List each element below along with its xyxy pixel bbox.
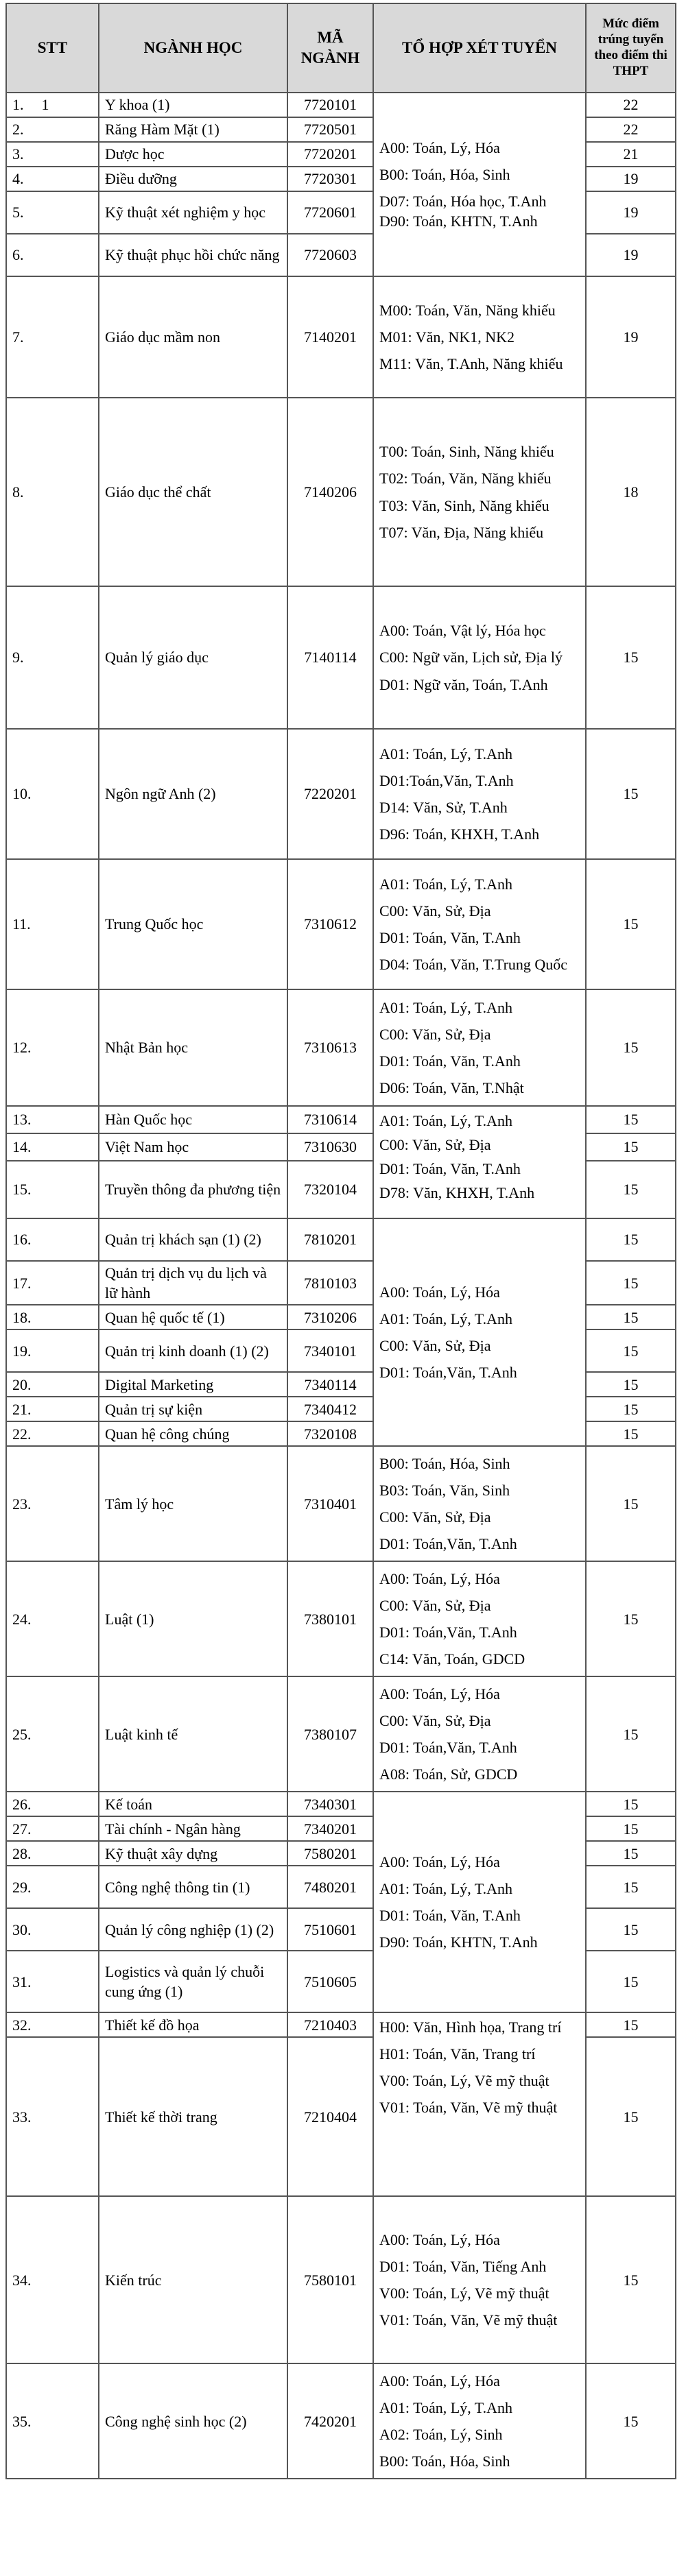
combo-line: A00: Toán, Lý, Hóa <box>379 1570 500 1587</box>
row-code: 7580101 <box>287 2196 373 2363</box>
combo-line: T03: Văn, Sinh, Năng khiếu <box>379 496 549 514</box>
combo-cell <box>373 1561 586 1676</box>
table-row <box>6 1792 676 1816</box>
admission-table <box>5 3 676 2479</box>
combo-cell <box>373 859 586 989</box>
row-score: 15 <box>586 2363 676 2479</box>
table-row <box>6 1446 676 1561</box>
row-score: 21 <box>586 142 676 167</box>
combo-line: C00: Văn, Sử, Địa <box>379 1597 491 1615</box>
combo-cell <box>373 2363 586 2479</box>
row-stt: 31. <box>6 1951 99 2012</box>
combo-line: C00: Văn, Sử, Địa <box>379 1136 491 1154</box>
row-score: 15 <box>586 1305 676 1329</box>
combo-line: B03: Toán, Văn, Sinh <box>379 1482 510 1500</box>
table-row <box>6 276 676 398</box>
row-code: 7310612 <box>287 859 373 989</box>
combo-line: D01: Toán,Văn, T.Anh <box>379 1364 517 1382</box>
row-score: 15 <box>586 1676 676 1792</box>
row-stt: 22. <box>6 1421 99 1446</box>
row-stt: 27. <box>6 1816 99 1841</box>
combo-line: M01: Văn, NK1, NK2 <box>379 328 514 346</box>
row-major: Giáo dục mầm non <box>99 276 287 398</box>
row-code: 7480201 <box>287 1866 373 1908</box>
combo-line: C00: Văn, Sử, Địa <box>379 902 491 919</box>
combo-line: T07: Văn, Địa, Năng khiếu <box>379 523 544 541</box>
row-major: Quản trị sự kiện <box>99 1397 287 1421</box>
row-major: Kỹ thuật xây dựng <box>99 1841 287 1866</box>
table-row <box>6 1676 676 1792</box>
row-code: 7720101 <box>287 93 373 117</box>
row-stt: 7. <box>6 276 99 398</box>
row-major: Tài chính - Ngân hàng <box>99 1816 287 1841</box>
row-stt: 24. <box>6 1561 99 1676</box>
row-score: 19 <box>586 191 676 234</box>
row-major: Trung Quốc học <box>99 859 287 989</box>
combo-line: T00: Toán, Sinh, Năng khiếu <box>379 443 554 461</box>
row-score: 15 <box>586 1397 676 1421</box>
combo-line: A01: Toán, Lý, T.Anh <box>379 1310 513 1327</box>
row-score: 15 <box>586 1841 676 1866</box>
row-major: Giáo dục thể chất <box>99 398 287 586</box>
combo-line: D96: Toán, KHXH, T.Anh <box>379 826 540 843</box>
row-score: 19 <box>586 276 676 398</box>
row-stt: 34. <box>6 2196 99 2363</box>
combo-cell <box>373 2012 586 2196</box>
row-major: Dược học <box>99 142 287 167</box>
row-major: Hàn Quốc học <box>99 1106 287 1133</box>
row-score: 15 <box>586 586 676 729</box>
row-stt: 23. <box>6 1446 99 1561</box>
row-stt: 25. <box>6 1676 99 1792</box>
row-score: 15 <box>586 989 676 1106</box>
combo-line: D90: Toán, KHTN, T.Anh <box>379 1934 538 1951</box>
row-code: 7210403 <box>287 2012 373 2037</box>
row-score: 15 <box>586 1951 676 2012</box>
table-row <box>6 729 676 859</box>
table-row <box>6 1561 676 1676</box>
row-stt: 3. <box>6 142 99 167</box>
row-stt: 14. <box>6 1133 99 1161</box>
row-score: 15 <box>586 729 676 859</box>
combo-cell <box>373 2196 586 2363</box>
table-row <box>6 2363 676 2479</box>
row-major: Truyền thông đa phương tiện <box>99 1161 287 1218</box>
combo-line: V01: Toán, Văn, Vẽ mỹ thuật <box>379 2311 558 2329</box>
combo-line: D78: Văn, KHXH, T.Anh <box>379 1184 535 1202</box>
row-code: 7720603 <box>287 234 373 276</box>
combo-line: A02: Toán, Lý, Sinh <box>379 2426 503 2444</box>
row-stt: 12. <box>6 989 99 1106</box>
combo-line: C00: Văn, Sử, Địa <box>379 1712 491 1730</box>
combo-cell <box>373 1446 586 1561</box>
combo-cell <box>373 1106 586 1218</box>
combo-line: D01: Toán, Văn, T.Anh <box>379 1160 521 1178</box>
combo-line: C14: Văn, Toán, GDCD <box>379 1650 525 1668</box>
header-score: Mức điểm trúng tuyển theo điểm thi THPT <box>586 3 676 93</box>
row-stt: 6. <box>6 234 99 276</box>
combo-line: D01: Toán, Văn, T.Anh <box>379 1052 521 1070</box>
row-major: Công nghệ thông tin (1) <box>99 1866 287 1908</box>
combo-cell <box>373 1676 586 1792</box>
header-major: NGÀNH HỌC <box>99 3 287 93</box>
combo-line: D01: Ngữ văn, Toán, T.Anh <box>379 675 548 693</box>
combo-line: A01: Toán, Lý, T.Anh <box>379 2399 513 2417</box>
row-code: 7220201 <box>287 729 373 859</box>
row-stt: 17. <box>6 1261 99 1305</box>
row-major: Quan hệ công chúng <box>99 1421 287 1446</box>
header-row <box>6 3 676 93</box>
row-code: 7720301 <box>287 167 373 191</box>
row-stt: 32. <box>6 2012 99 2037</box>
combo-line: D01: Toán, Văn, T.Anh <box>379 1907 521 1925</box>
row-major: Việt Nam học <box>99 1133 287 1161</box>
combo-line: A00: Toán, Lý, Hóa <box>379 2231 500 2248</box>
row-stt: 11. <box>6 859 99 989</box>
combo-line: V00: Toán, Lý, Vẽ mỹ thuật <box>379 2285 549 2302</box>
row-major: Quản trị khách sạn (1) (2) <box>99 1218 287 1261</box>
row-stt: 26. <box>6 1792 99 1816</box>
row-score: 22 <box>586 117 676 142</box>
row-major: Quản lý công nghiệp (1) (2) <box>99 1908 287 1951</box>
row-score: 15 <box>586 1106 676 1133</box>
row-code: 7140206 <box>287 398 373 586</box>
row-code: 7580201 <box>287 1841 373 1866</box>
row-score: 15 <box>586 1421 676 1446</box>
combo-cell <box>373 1792 586 2012</box>
row-major: Tâm lý học <box>99 1446 287 1561</box>
row-score: 19 <box>586 234 676 276</box>
combo-line: V00: Toán, Lý, Vẽ mỹ thuật <box>379 2072 549 2090</box>
row-score: 22 <box>586 93 676 117</box>
row-major: Quản lý giáo dục <box>99 586 287 729</box>
row-code: 7140201 <box>287 276 373 398</box>
row-code: 7720601 <box>287 191 373 234</box>
row-major: Công nghệ sinh học (2) <box>99 2363 287 2479</box>
row-code: 7720501 <box>287 117 373 142</box>
row-stt: 9. <box>6 586 99 729</box>
table-row <box>6 859 676 989</box>
row-stt: 18. <box>6 1305 99 1329</box>
combo-line: A00: Toán, Lý, Hóa <box>379 1283 500 1301</box>
row-code: 7380107 <box>287 1676 373 1792</box>
row-major: Điều dưỡng <box>99 167 287 191</box>
combo-line: A01: Toán, Lý, T.Anh <box>379 875 513 893</box>
combo-line: B00: Toán, Hóa, Sinh <box>379 165 510 183</box>
row-code: 7310401 <box>287 1446 373 1561</box>
row-stt: 8. <box>6 398 99 586</box>
table-row <box>6 398 676 586</box>
combo-line: D07: Toán, Hóa học, T.Anh D90: Toán, KHTN, T.Anh <box>379 193 547 230</box>
row-code: 7720201 <box>287 142 373 167</box>
row-stt: 28. <box>6 1841 99 1866</box>
combo-line: B00: Toán, Hóa, Sinh <box>379 1455 510 1472</box>
row-score: 19 <box>586 167 676 191</box>
combo-line: A00: Toán, Lý, Hóa <box>379 139 500 156</box>
combo-cell <box>373 586 586 729</box>
combo-line: A08: Toán, Sử, GDCD <box>379 1766 518 1783</box>
combo-line: D01: Toán, Văn, T.Anh <box>379 929 521 946</box>
combo-line: D01: Toán,Văn, T.Anh <box>379 1624 517 1641</box>
row-stt: 29. <box>6 1866 99 1908</box>
combo-line: C00: Văn, Sử, Địa <box>379 1025 491 1043</box>
row-score: 15 <box>586 1372 676 1397</box>
row-stt: 35. <box>6 2363 99 2479</box>
row-score: 15 <box>586 1329 676 1372</box>
row-stt: 21. <box>6 1397 99 1421</box>
row-code: 7310614 <box>287 1106 373 1133</box>
row-code: 7340301 <box>287 1792 373 1816</box>
row-major: Nhật Bản học <box>99 989 287 1106</box>
combo-line: C00: Văn, Sử, Địa <box>379 1508 491 1526</box>
row-score: 15 <box>586 1218 676 1261</box>
row-code: 7210404 <box>287 2037 373 2196</box>
row-score: 15 <box>586 1866 676 1908</box>
row-code: 7340114 <box>287 1372 373 1397</box>
row-score: 15 <box>586 1161 676 1218</box>
header-code: MÃ NGÀNH <box>287 3 373 93</box>
row-stt: 13. <box>6 1106 99 1133</box>
row-code: 7320108 <box>287 1421 373 1446</box>
row-score: 18 <box>586 398 676 586</box>
row-code: 7340412 <box>287 1397 373 1421</box>
row-major: Quan hệ quốc tế (1) <box>99 1305 287 1329</box>
combo-line: D01: Toán,Văn, T.Anh <box>379 1535 517 1553</box>
row-major: Digital Marketing <box>99 1372 287 1397</box>
combo-line: M00: Toán, Văn, Năng khiếu <box>379 301 556 319</box>
row-code: 7380101 <box>287 1561 373 1676</box>
row-code: 7340201 <box>287 1816 373 1841</box>
row-score: 15 <box>586 2196 676 2363</box>
row-stt: 20. <box>6 1372 99 1397</box>
combo-line: A00: Toán, Lý, Hóa <box>379 1685 500 1702</box>
combo-line: D01:Toán,Văn, T.Anh <box>379 771 514 789</box>
row-stt: 4. <box>6 167 99 191</box>
combo-line: D01: Toán,Văn, T.Anh <box>379 1739 517 1757</box>
row-major: Kế toán <box>99 1792 287 1816</box>
combo-cell <box>373 1218 586 1446</box>
table-row <box>6 2012 676 2037</box>
header-combo: TỔ HỢP XÉT TUYỂN <box>373 3 586 93</box>
combo-line: A00: Toán, Lý, Hóa <box>379 2372 500 2390</box>
combo-line: B00: Toán, Hóa, Sinh <box>379 2453 510 2470</box>
combo-line: V01: Toán, Văn, Vẽ mỹ thuật <box>379 2099 558 2117</box>
table-row <box>6 1218 676 1261</box>
combo-line: D01: Toán, Văn, Tiếng Anh <box>379 2258 547 2276</box>
table-row <box>6 2196 676 2363</box>
combo-line: A01: Toán, Lý, T.Anh <box>379 998 513 1016</box>
row-major: Kỹ thuật xét nghiệm y học <box>99 191 287 234</box>
combo-cell <box>373 276 586 398</box>
combo-cell-health <box>373 93 586 276</box>
row-code: 7340101 <box>287 1329 373 1372</box>
combo-line: A01: Toán, Lý, T.Anh <box>379 1880 513 1898</box>
combo-line: D06: Toán, Văn, T.Nhật <box>379 1079 524 1097</box>
combo-line: A00: Toán, Lý, Hóa <box>379 1853 500 1870</box>
row-stt: 30. <box>6 1908 99 1951</box>
row-major: Quản trị kinh doanh (1) (2) <box>99 1329 287 1372</box>
combo-cell <box>373 729 586 859</box>
table-row <box>6 93 676 117</box>
row-major: Luật (1) <box>99 1561 287 1676</box>
combo-cell <box>373 398 586 586</box>
row-stt: 16. <box>6 1218 99 1261</box>
row-major: Thiết kế đồ họa <box>99 2012 287 2037</box>
row-score: 15 <box>586 859 676 989</box>
row-stt: 5. <box>6 191 99 234</box>
row-major: Thiết kế thời trang <box>99 2037 287 2196</box>
row-score: 15 <box>586 1133 676 1161</box>
row-code: 7320104 <box>287 1161 373 1218</box>
row-score: 15 <box>586 1561 676 1676</box>
row-score: 15 <box>586 1792 676 1816</box>
row-stt: 1. 1 <box>6 93 99 117</box>
row-stt: 15. <box>6 1161 99 1218</box>
table-row <box>6 586 676 729</box>
row-major: Kiến trúc <box>99 2196 287 2363</box>
row-stt: 10. <box>6 729 99 859</box>
row-major: Răng Hàm Mặt (1) <box>99 117 287 142</box>
row-code: 7420201 <box>287 2363 373 2479</box>
combo-line: A01: Toán, Lý, T.Anh <box>379 745 513 762</box>
row-major: Y khoa (1) <box>99 93 287 117</box>
combo-line: H01: Toán, Văn, Trang trí <box>379 2045 536 2063</box>
combo-cell <box>373 989 586 1106</box>
row-score: 15 <box>586 2012 676 2037</box>
row-stt: 2. <box>6 117 99 142</box>
header-stt: STT <box>6 3 99 93</box>
combo-line: A00: Toán, Vật lý, Hóa học <box>379 622 546 640</box>
row-score: 15 <box>586 2037 676 2196</box>
row-major: Logistics và quản lý chuỗi cung ứng (1) <box>99 1951 287 2012</box>
combo-line: D04: Toán, Văn, T.Trung Quốc <box>379 956 568 974</box>
row-code: 7310206 <box>287 1305 373 1329</box>
row-code: 7310630 <box>287 1133 373 1161</box>
table-row <box>6 1106 676 1133</box>
row-major: Ngôn ngữ Anh (2) <box>99 729 287 859</box>
combo-line: C00: Văn, Sử, Địa <box>379 1337 491 1355</box>
combo-line: D14: Văn, Sử, T.Anh <box>379 799 508 816</box>
row-stt: 33. <box>6 2037 99 2196</box>
row-code: 7310613 <box>287 989 373 1106</box>
combo-line: A01: Toán, Lý, T.Anh <box>379 1112 513 1129</box>
row-code: 7810103 <box>287 1261 373 1305</box>
row-code: 7140114 <box>287 586 373 729</box>
row-stt: 19. <box>6 1329 99 1372</box>
row-score: 15 <box>586 1816 676 1841</box>
combo-line: C00: Ngữ văn, Lịch sử, Địa lý <box>379 649 563 666</box>
combo-line: H00: Văn, Hình họa, Trang trí <box>379 2019 562 2036</box>
row-score: 15 <box>586 1261 676 1305</box>
row-score: 15 <box>586 1908 676 1951</box>
row-code: 7510601 <box>287 1908 373 1951</box>
row-code: 7810201 <box>287 1218 373 1261</box>
row-major: Luật kinh tế <box>99 1676 287 1792</box>
table-row <box>6 989 676 1106</box>
row-major: Kỹ thuật phục hồi chức năng <box>99 234 287 276</box>
combo-line: T02: Toán, Văn, Năng khiếu <box>379 470 552 487</box>
row-major: Quản trị dịch vụ du lịch và lữ hành <box>99 1261 287 1305</box>
row-score: 15 <box>586 1446 676 1561</box>
row-code: 7510605 <box>287 1951 373 2012</box>
combo-line: M11: Văn, T.Anh, Năng khiếu <box>379 355 563 373</box>
